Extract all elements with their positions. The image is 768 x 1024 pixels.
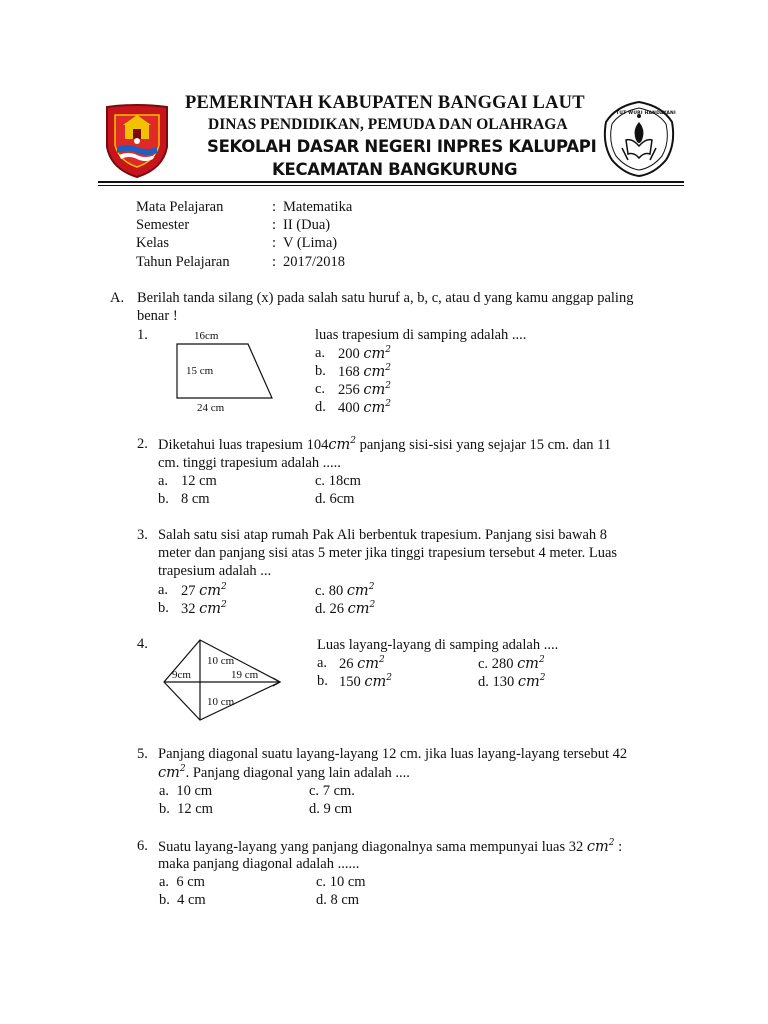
unit: $cm^2$ [328, 436, 356, 453]
option-letter: a. [317, 655, 328, 671]
question-text-line-3: trapesium adalah ... [158, 563, 272, 579]
option-b: 8 cm [181, 491, 210, 507]
trapezoid-height-label: 15 cm [186, 365, 214, 377]
option-letter: b. [158, 600, 169, 616]
kite-top-label: 10 cm [207, 655, 235, 667]
emblem-motto: TUT WURI HANDAYANI [616, 111, 676, 116]
unit: $cm^2$ [517, 655, 545, 672]
info-value-year: 2017/2018 [283, 254, 346, 270]
question-text-line-1: Diketahui luas trapesium $104cm^2$ panjang sisi-sisi yang sejajar 15 cm. dan 11 [158, 436, 612, 453]
question-text: Luas layang-layang di samping adalah .... [317, 637, 559, 653]
option-a: 27 $cm^2$ [181, 582, 227, 599]
unit: $cm^2$ [517, 673, 546, 690]
unit: $cm^2$ [586, 838, 615, 855]
option-d [338, 399, 391, 417]
option-d: d. 9 cm [309, 801, 353, 817]
unit: $cm^2$ [347, 600, 376, 617]
option-b: b. 12 cm [159, 801, 213, 817]
section-letter: A. [110, 290, 125, 306]
option-b: 150 $cm^2$ [339, 673, 392, 690]
unit: $cm^2$ [357, 655, 385, 672]
info-label-semester: Semester [136, 217, 190, 233]
question-number: 1. [137, 327, 148, 343]
option-c [338, 381, 391, 399]
header-line-1: PEMERINTAH KABUPATEN BANGGAI LAUT [185, 93, 585, 113]
option-value: 256 [338, 381, 360, 398]
option-d: d. 130 $cm^2$ [478, 673, 546, 690]
info-label-subject: Mata Pelajaran [136, 199, 224, 215]
unit: $cm^2$ [346, 582, 375, 599]
option-c: c. 280 $cm^2$ [478, 655, 545, 672]
unit: $cm^2$ [364, 673, 392, 690]
question-text-line-1: Salah satu sisi atap rumah Pak Ali berbentuk trapesium. Panjang sisi bawah 8 [158, 527, 608, 543]
unit: $cm^2$ [158, 764, 186, 781]
option-a: a. 6 cm [159, 874, 205, 890]
option-letter: b. [158, 491, 169, 507]
unit: $cm^2$ [363, 399, 391, 416]
question-text-line-1: Panjang diagonal suatu layang-layang 12 cm. jika luas layang-layang tersebut 42 [158, 746, 628, 762]
option-letter: b. [317, 673, 328, 689]
unit: $cm^2$ [199, 582, 227, 599]
option-d: d. 8 cm [316, 892, 360, 908]
info-value-semester: II (Dua) [283, 217, 331, 233]
unit: $cm^2$ [363, 345, 391, 362]
option-d: d. 26 $cm^2$ [315, 600, 376, 617]
option-letter: a. [158, 582, 169, 598]
question-text-line-2: $cm^2$. Panjang diagonal yang lain adalah .... [158, 764, 410, 781]
question-number: 4. [137, 636, 148, 652]
question-text-line-2: maka panjang diagonal adalah ...... [158, 856, 360, 872]
option-c: c. 80 $cm^2$ [315, 582, 375, 599]
option-b: 32 $cm^2$ [181, 600, 227, 617]
option-value: 400 [338, 399, 360, 416]
section-instruction-2: benar ! [137, 308, 178, 324]
option-a: 26 $cm^2$ [339, 655, 385, 672]
trapezoid-top-label: 16cm [194, 330, 219, 342]
unit: $cm^2$ [363, 363, 391, 380]
option-c: c. 18cm [315, 473, 361, 489]
header-line-3: SEKOLAH DASAR NEGERI INPRES KALUPAPI [207, 137, 597, 156]
unit: $cm^2$ [199, 600, 227, 617]
question-number: 3. [137, 527, 148, 543]
option-a [338, 345, 391, 363]
info-label-class: Kelas [136, 235, 170, 251]
regency-shield-icon [103, 103, 171, 179]
info-sep: : [272, 254, 277, 270]
option-b [338, 363, 391, 381]
kite-left-label: 9cm [172, 669, 191, 681]
option-b: b. 4 cm [159, 892, 206, 908]
info-value-subject: Matematika [283, 199, 353, 215]
option-d: d. 6cm [315, 491, 355, 507]
option-value: 168 [338, 363, 360, 380]
info-label-year: Tahun Pelajaran [136, 254, 230, 270]
trapezoid-bottom-label: 24 cm [197, 402, 225, 414]
info-sep: : [272, 199, 277, 215]
option-letter: a. [315, 345, 326, 361]
option-a: a. 10 cm [159, 783, 213, 799]
unit: $cm^2$ [363, 381, 391, 398]
info-value-class: V (Lima) [283, 235, 338, 251]
header-line-4: KECAMATAN BANGKURUNG [272, 160, 518, 179]
option-value: 200 [338, 345, 360, 362]
question-text: luas trapesium di samping adalah .... [315, 327, 527, 343]
option-letter: c. [315, 381, 326, 397]
question-text-line-2: meter dan panjang sisi atas 5 meter jika tinggi trapesium tersebut 4 meter. Luas [158, 545, 618, 561]
question-text-line-2: cm. tinggi trapesium adalah ..... [158, 455, 341, 471]
header-divider-thin [98, 185, 684, 186]
kite-bottom-label: 10 cm [207, 696, 235, 708]
info-sep: : [272, 235, 277, 251]
option-c: c. 7 cm. [309, 783, 355, 799]
option-letter: b. [315, 363, 326, 379]
header-line-2: DINAS PENDIDIKAN, PEMUDA DAN OLAHRAGA [208, 116, 568, 133]
option-letter: a. [158, 473, 169, 489]
option-c: c. 10 cm [316, 874, 366, 890]
question-text-line-1: Suatu layang-layang yang panjang diagonalnya sama mempunyai luas 32 $cm^2$ : [158, 838, 623, 855]
option-a: 12 cm [181, 473, 217, 489]
header-divider-thick [98, 181, 684, 183]
info-sep: : [272, 217, 277, 233]
regency-logo [103, 103, 171, 179]
option-letter: d. [315, 399, 326, 415]
tut-wuri-handayani-logo [602, 100, 676, 178]
question-number: 6. [137, 838, 148, 854]
question-number: 5. [137, 746, 148, 762]
kite-right-label: 19 cm [231, 669, 259, 681]
question-number: 2. [137, 436, 148, 452]
section-instruction-1: Berilah tanda silang (x) pada salah satu huruf a, b, c, atau d yang kamu anggap paling [137, 290, 634, 306]
